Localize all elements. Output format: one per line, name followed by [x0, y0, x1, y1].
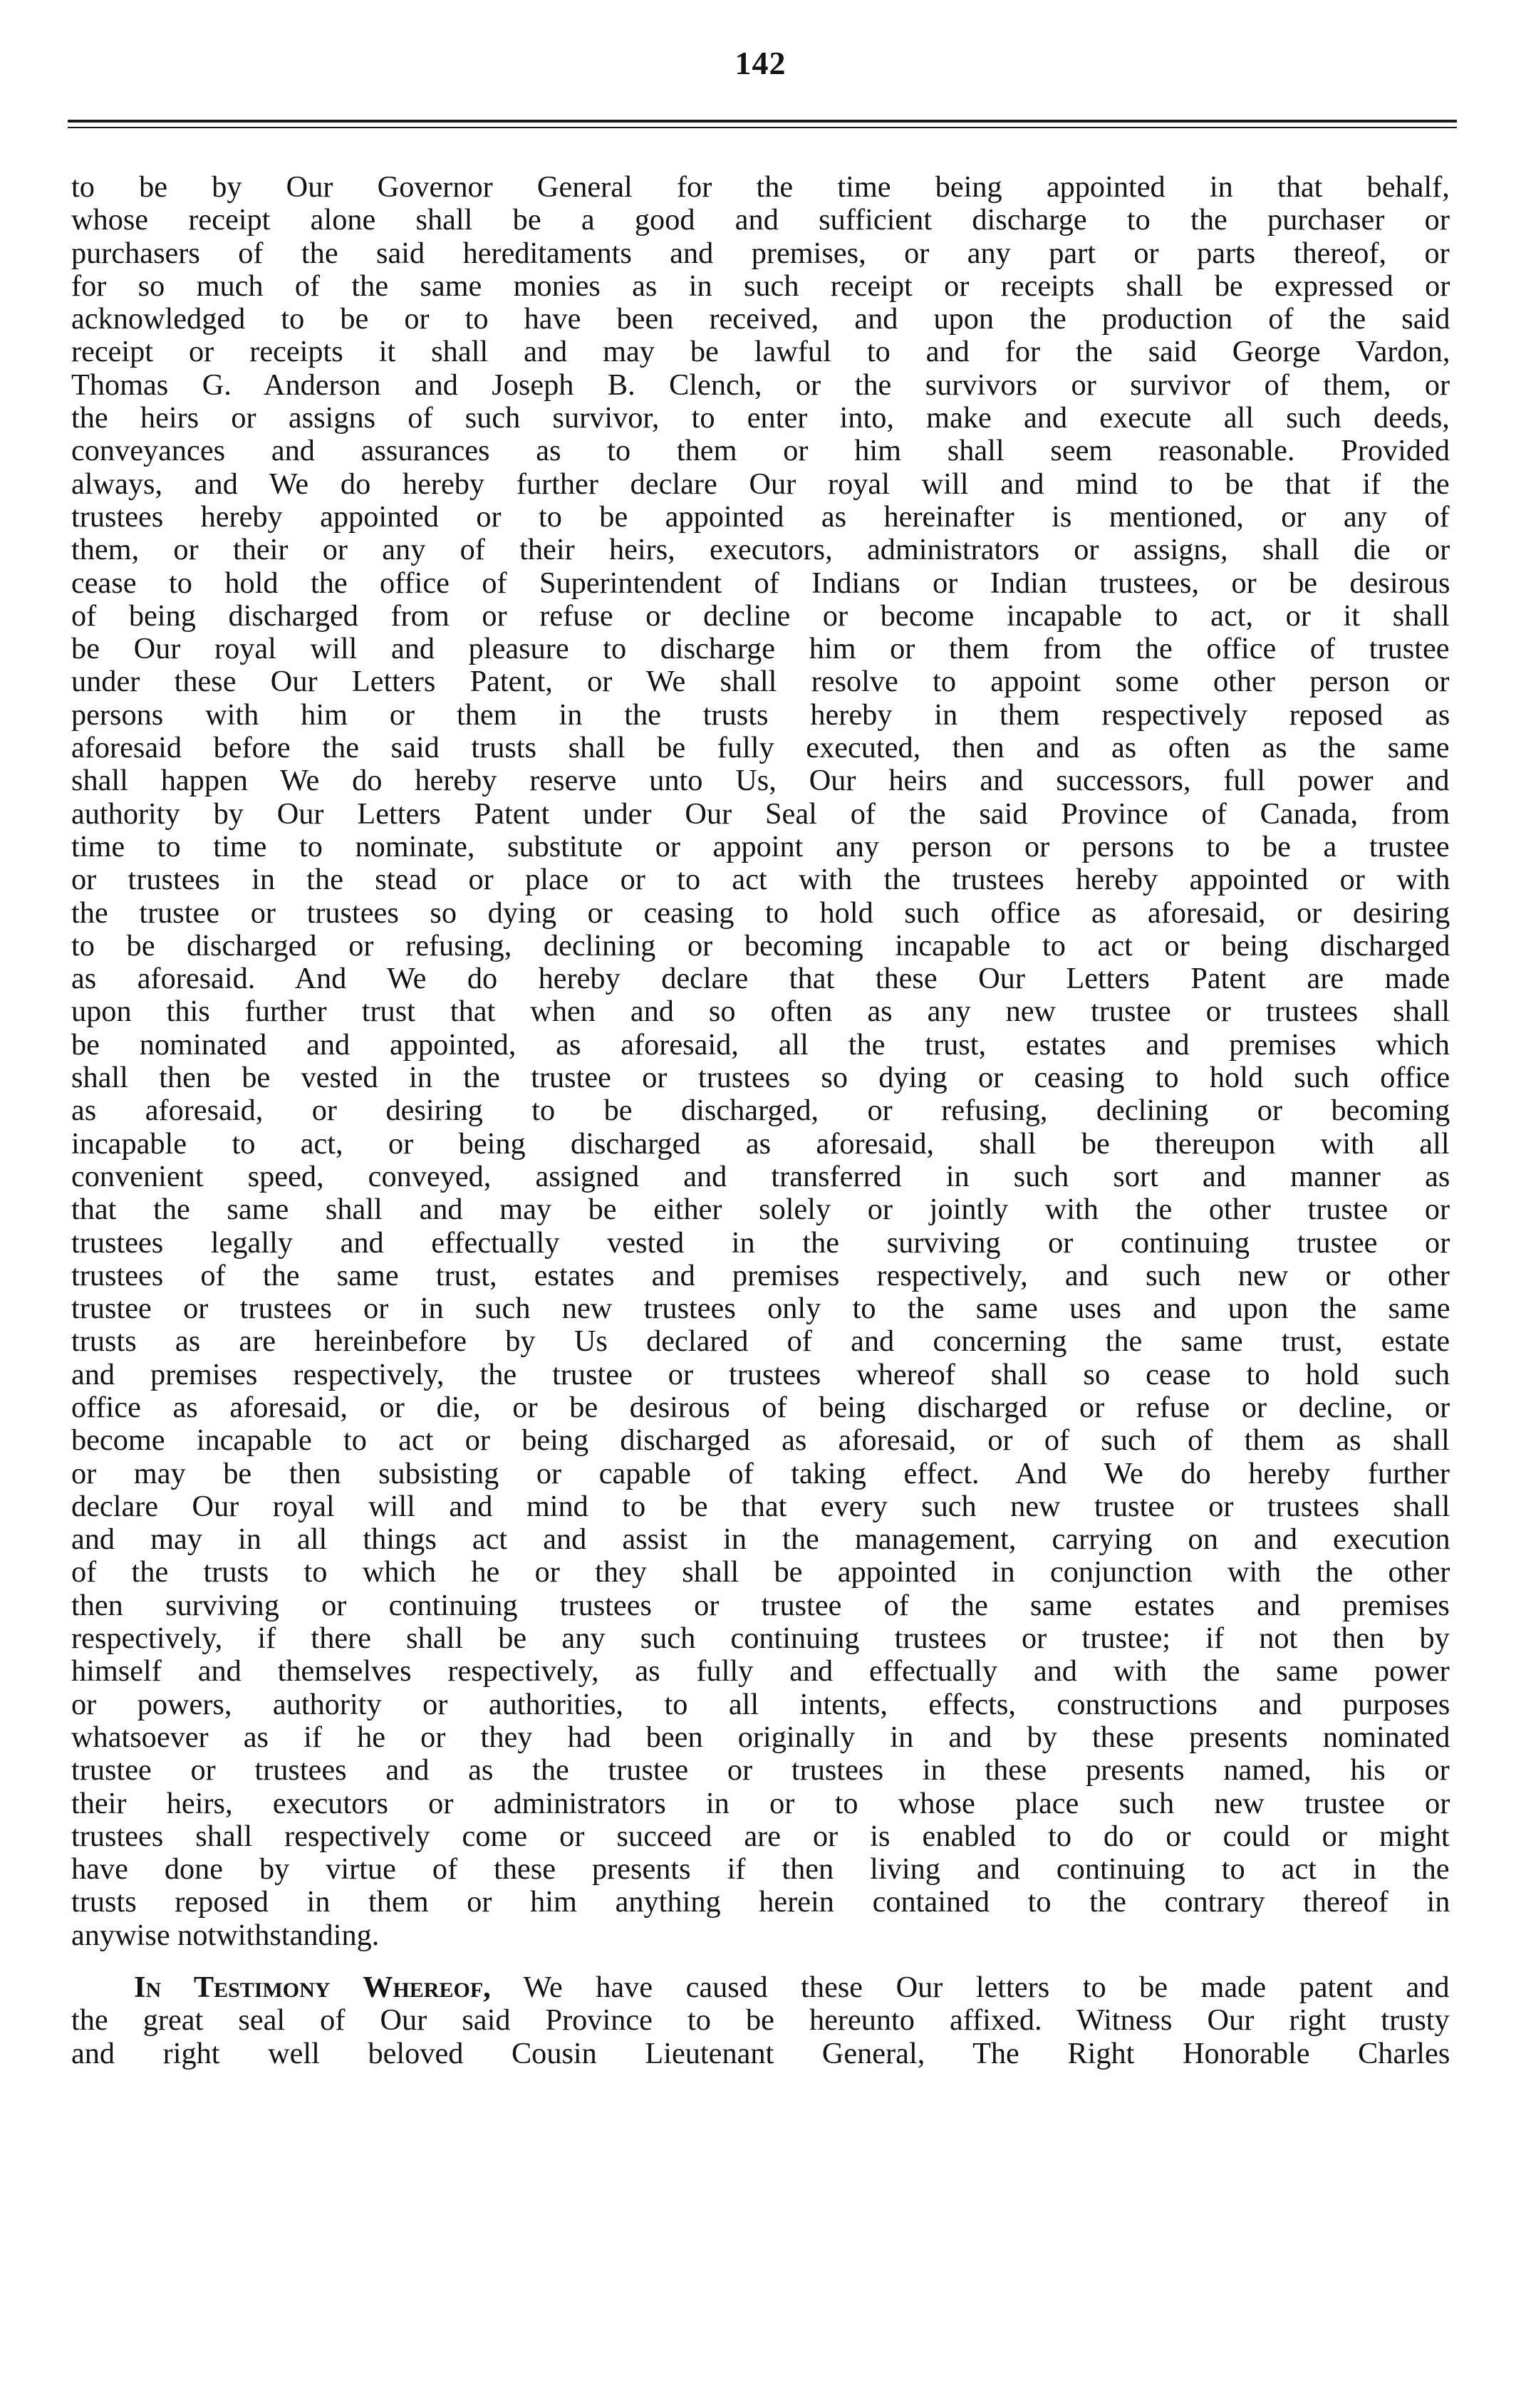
header-rule-thick	[68, 120, 1457, 123]
paragraph-1-line: anywise notwithstanding.	[71, 1918, 380, 1952]
paragraph-1-line: himself and themselves respectively, as fully and effectually and with the same power	[71, 1654, 1450, 1688]
paragraph-1-line: be nominated and appointed, as aforesaid, all the trust, estates and premises which	[71, 1027, 1450, 1062]
paragraph-1-line: upon this further trust that when and so often as any new trustee or trustees shall	[71, 995, 1450, 1029]
paragraph-1-line: or trustees in the stead or place or to act with the trustees hereby appointed or with	[71, 863, 1450, 897]
paragraph-1-line: have done by virtue of these presents if then living and continuing to act in the	[71, 1852, 1450, 1887]
paragraph-2-line: and right well beloved Cousin Lieutenant General, The Right Honorable Charles	[71, 2036, 1450, 2070]
paragraph-1-line: receipt or receipts it shall and may be lawful to and for the said George Vardon,	[71, 335, 1450, 369]
paragraph-1-line: trustees hereby appointed or to be appointed as hereinafter is mentioned, or any of	[71, 499, 1450, 534]
paragraph-1-line: declare Our royal will and mind to be that every such new trustee or trustees shall	[71, 1489, 1450, 1523]
paragraph-1-line: persons with him or them in the trusts hereby in them respectively reposed as	[71, 697, 1450, 732]
paragraph-1-line: trustee or trustees or in such new trustees only to the same uses and upon the same	[71, 1292, 1450, 1326]
paragraph-1-line: of the trusts to which he or they shall be appointed in conjunction with the other	[71, 1555, 1450, 1589]
paragraph-1-line: shall then be vested in the trustee or trustees so dying or ceasing to hold such office	[71, 1061, 1450, 1095]
paragraph-1-line: respectively, if there shall be any such continuing trustees or trustee; if not then by	[71, 1621, 1450, 1656]
paragraph-1-line: trustees legally and effectually vested in the surviving or continuing trustee or	[71, 1225, 1450, 1260]
paragraph-1	[71, 171, 1450, 1952]
paragraph-1-line: be Our royal will and pleasure to discharge him or them from the office of trustee	[71, 632, 1450, 666]
paragraph-1-line: of being discharged from or refuse or decline or become incapable to act, or it shall	[71, 598, 1450, 633]
paragraph-1-line: as aforesaid. And We do hereby declare that these Our Letters Patent are made	[71, 962, 1450, 996]
paragraph-1-line: time to time to nominate, substitute or appoint any person or persons to be a trustee	[71, 829, 1450, 863]
paragraph-2-line	[71, 1971, 1450, 2004]
paragraph-1-line: purchasers of the said hereditaments and premises, or any part or parts thereof, or	[71, 236, 1450, 270]
paragraph-1-line: become incapable to act or being discharged as aforesaid, or of such of them as shall	[71, 1423, 1450, 1458]
page-number: 142	[734, 45, 787, 81]
paragraph-1-line: under these Our Letters Patent, or We shall resolve to appoint some other person or	[71, 665, 1450, 699]
paragraph-1-line: trusts reposed in them or him anything herein contained to the contrary thereof in	[71, 1885, 1450, 1919]
paragraph-1-line: that the same shall and may be either solely or jointly with the other trustee or	[71, 1193, 1450, 1227]
paragraph-1-line: the trustee or trustees so dying or ceasing to hold such office as aforesaid, or desiring	[71, 896, 1450, 930]
paragraph-1-line: acknowledged to be or to have been received, and upon the production of the said	[71, 302, 1450, 336]
paragraph-1-line: whatsoever as if he or they had been originally in and by these presents nominated	[71, 1720, 1450, 1754]
paragraph-1-line: cease to hold the office of Superintendent of Indians or Indian trustees, or be desirous	[71, 566, 1450, 600]
paragraph-1-line: for so much of the same monies as in such receipt or receipts shall be expressed or	[71, 269, 1450, 303]
paragraph-1-line: shall happen We do hereby reserve unto Us, Our heirs and successors, full power and	[71, 764, 1450, 798]
paragraph-2-line: the great seal of Our said Province to be hereunto affixed. Witness Our right trusty	[71, 2003, 1450, 2038]
paragraph-1-line: trustees of the same trust, estates and premises respectively, and such new or other	[71, 1258, 1450, 1292]
paragraph-1-line: whose receipt alone shall be a good and sufficient discharge to the purchaser or	[71, 203, 1450, 237]
paragraph-1-line: them, or their or any of their heirs, executors, administrators or assigns, shall die or	[71, 533, 1450, 567]
paragraph-1-line: aforesaid before the said trusts shall be fully executed, then and as often as the same	[71, 731, 1450, 765]
paragraph-1-line: and premises respectively, the trustee or trustees whereof shall so cease to hold such	[71, 1357, 1450, 1391]
paragraph-1-line: then surviving or continuing trustees or trustee of the same estates and premises	[71, 1588, 1450, 1622]
paragraph-1-line: incapable to act, or being discharged as aforesaid, shall be thereupon with all	[71, 1126, 1450, 1161]
testimony-lead: In Testimony Whereof,	[134, 1971, 491, 2005]
paragraph-1-line: trustee or trustees and as the trustee or trustees in these presents named, his or	[71, 1753, 1450, 1787]
paragraph-1-line: and may in all things act and assist in the management, carrying on and execution	[71, 1522, 1450, 1557]
paragraph-1-line: Thomas G. Anderson and Joseph B. Clench, or the survivors or survivor of them, or	[71, 368, 1450, 402]
paragraph-2	[71, 1971, 1450, 2070]
paragraph-2-first-line-text: We have caused these Our letters to be made patent and	[490, 1971, 1450, 2005]
paragraph-1-line: to be by Our Governor General for the time being appointed in that behalf,	[71, 170, 1450, 204]
paragraph-1-line: office as aforesaid, or die, or be desirous of being discharged or refuse or decline, or	[71, 1390, 1450, 1424]
paragraph-1-line: trustees shall respectively come or succeed are or is enabled to do or could or might	[71, 1819, 1450, 1853]
paragraph-1-line: as aforesaid, or desiring to be discharged, or refusing, declining or becoming	[71, 1094, 1450, 1128]
paragraph-1-line: always, and We do hereby further declare Our royal will and mind to be that if the	[71, 467, 1450, 501]
paragraph-1-line: convenient speed, conveyed, assigned and transferred in such sort and manner as	[71, 1159, 1450, 1193]
paragraph-1-line: to be discharged or refusing, declining or becoming incapable to act or being discharged	[71, 928, 1450, 962]
paragraph-1-line: the heirs or assigns of such survivor, to enter into, make and execute all such deeds,	[71, 401, 1450, 435]
paragraph-1-line: or powers, authority or authorities, to all intents, effects, constructions and purposes	[71, 1687, 1450, 1721]
page-body	[71, 171, 1450, 2070]
paragraph-1-line: or may be then subsisting or capable of taking effect. And We do hereby further	[71, 1456, 1450, 1490]
header-rule-thin	[68, 127, 1457, 128]
paragraph-1-line: trusts as are hereinbefore by Us declared of and concerning the same trust, estate	[71, 1324, 1450, 1359]
paragraph-1-line: their heirs, executors or administrators in or to whose place such new trustee or	[71, 1786, 1450, 1820]
paragraph-1-line: authority by Our Letters Patent under Our Seal of the said Province of Canada, from	[71, 796, 1450, 831]
paragraph-1-line: conveyances and assurances as to them or him shall seem reasonable. Provided	[71, 434, 1450, 468]
